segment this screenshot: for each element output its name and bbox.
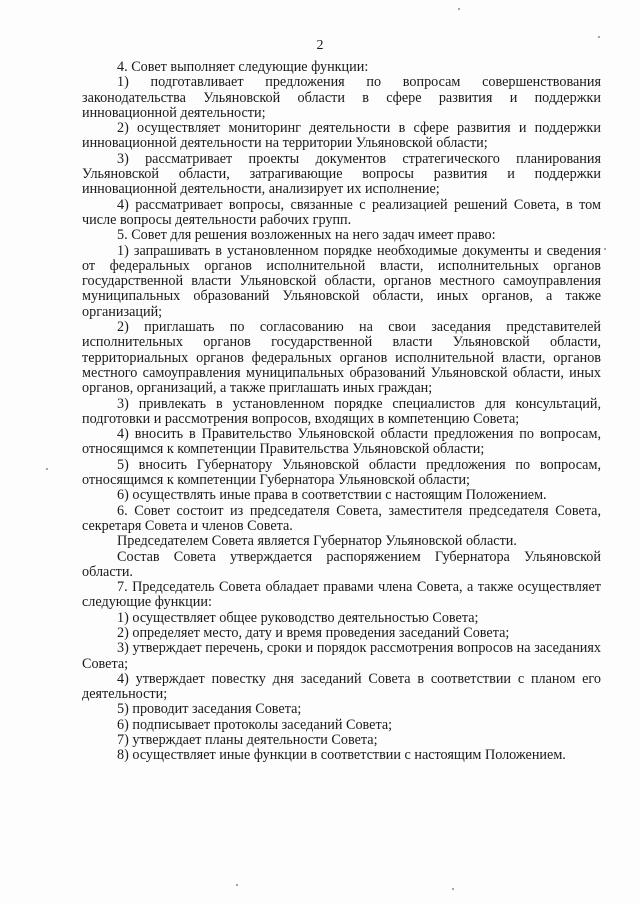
paragraph-5-item-6: 6) осуществлять иные права в соответствии с настоящим Положением.	[117, 487, 547, 504]
document-body	[82, 60, 601, 764]
paragraph-5-item-2: 2) приглашать по согласованию на свои заседания представителей исполнительных органов государственной власти Ульяновской области, территориальных органов федеральных органов исполнительной власти, органов местного самоуправления муниципальных образований Ульяновской области, иных органов, организаций, а также приглашать иных граждан;	[82, 319, 601, 397]
paragraph-4-item-4: 4) рассматривает вопросы, связанные с реализацией решений Совета, в том числе вопросы деятельности рабочих групп.	[82, 196, 601, 228]
paragraph-section-6: 6. Совет состоит из председателя Совета, заместителя председателя Совета, секретаря Совета и членов Совета.	[82, 502, 601, 534]
scan-speck	[236, 884, 238, 886]
paragraph-7-item-6: 6) подписывает протоколы заседаний Совета;	[117, 716, 393, 733]
paragraph-section-5-heading: 5. Совет для решения возложенных на него задач имеет право:	[117, 227, 496, 244]
paragraph-7-item-1: 1) осуществляет общее руководство деятельностью Совета;	[117, 609, 479, 626]
scan-speck	[604, 248, 606, 250]
scan-speck	[46, 468, 48, 470]
paragraph-section-6-composition: Состав Совета утверждается распоряжением Губернатора Ульяновской области.	[82, 548, 601, 580]
paragraph-4-item-3: 3) рассматривает проекты документов стратегического планирования Ульяновской области, затрагивающие вопросы развития и поддержки инновационной деятельности, анализирует их исполнение;	[82, 150, 601, 198]
page-number: 2	[316, 38, 324, 53]
scan-speck	[598, 36, 600, 38]
paragraph-section-4-heading: 4. Совет выполняет следующие функции:	[117, 59, 369, 75]
paragraph-5-item-4: 4) вносить в Правительство Ульяновской области предложения по вопросам, относящимся к компетенции Правительства Ульяновской области;	[82, 426, 601, 458]
scan-speck	[452, 888, 454, 890]
paragraph-5-item-5: 5) вносить Губернатору Ульяновской области предложения по вопросам, относящимся к компетенции Губернатора Ульяновской области;	[82, 456, 601, 489]
paragraph-7-item-5: 5) проводит заседания Совета;	[117, 701, 302, 718]
scan-speck	[458, 8, 460, 10]
paragraph-5-item-1: 1) запрашивать в установленном порядке необходимые документы и сведения от федеральных органов исполнительной власти, исполнительных органов государственной власти Ульяновской области, органов местного самоуправления муниципальных образований Ульяновской области, иных органов, а также организаций;	[82, 242, 601, 320]
paragraph-5-item-3: 3) привлекать в установленном порядке специалистов для консультаций, подготовки и рассмотрения вопросов, входящих в компетенцию Совета;	[82, 395, 601, 427]
paragraph-4-item-2: 2) осуществляет мониторинг деятельности в сфере развития и поддержки инновационной деятельности на территории Ульяновской области;	[82, 120, 601, 152]
paragraph-section-7-heading: 7. Председатель Совета обладает правами члена Совета, а также осуществляет следующие функции:	[82, 579, 601, 611]
paragraph-4-item-1: 1) подготавливает предложения по вопросам совершенствования законодательства Ульяновской области в сфере развития и поддержки инновационной деятельности;	[82, 74, 601, 121]
paragraph-7-item-3: 3) утверждает перечень, сроки и порядок рассмотрения вопросов на заседаниях Совета;	[82, 640, 601, 672]
paragraph-7-item-8: 8) осуществляет иные функции в соответствии с настоящим Положением.	[117, 747, 566, 764]
paragraph-7-item-7: 7) утверждает планы деятельности Совета;	[117, 732, 378, 749]
paragraph-7-item-2: 2) определяет место, дату и время проведения заседаний Совета;	[117, 624, 510, 641]
paragraph-section-6-chair: Председателем Совета является Губернатор Ульяновской области.	[117, 533, 517, 550]
paragraph-7-item-4: 4) утверждает повестку дня заседаний Совета в соответствии с планом его деятельности;	[82, 670, 601, 703]
